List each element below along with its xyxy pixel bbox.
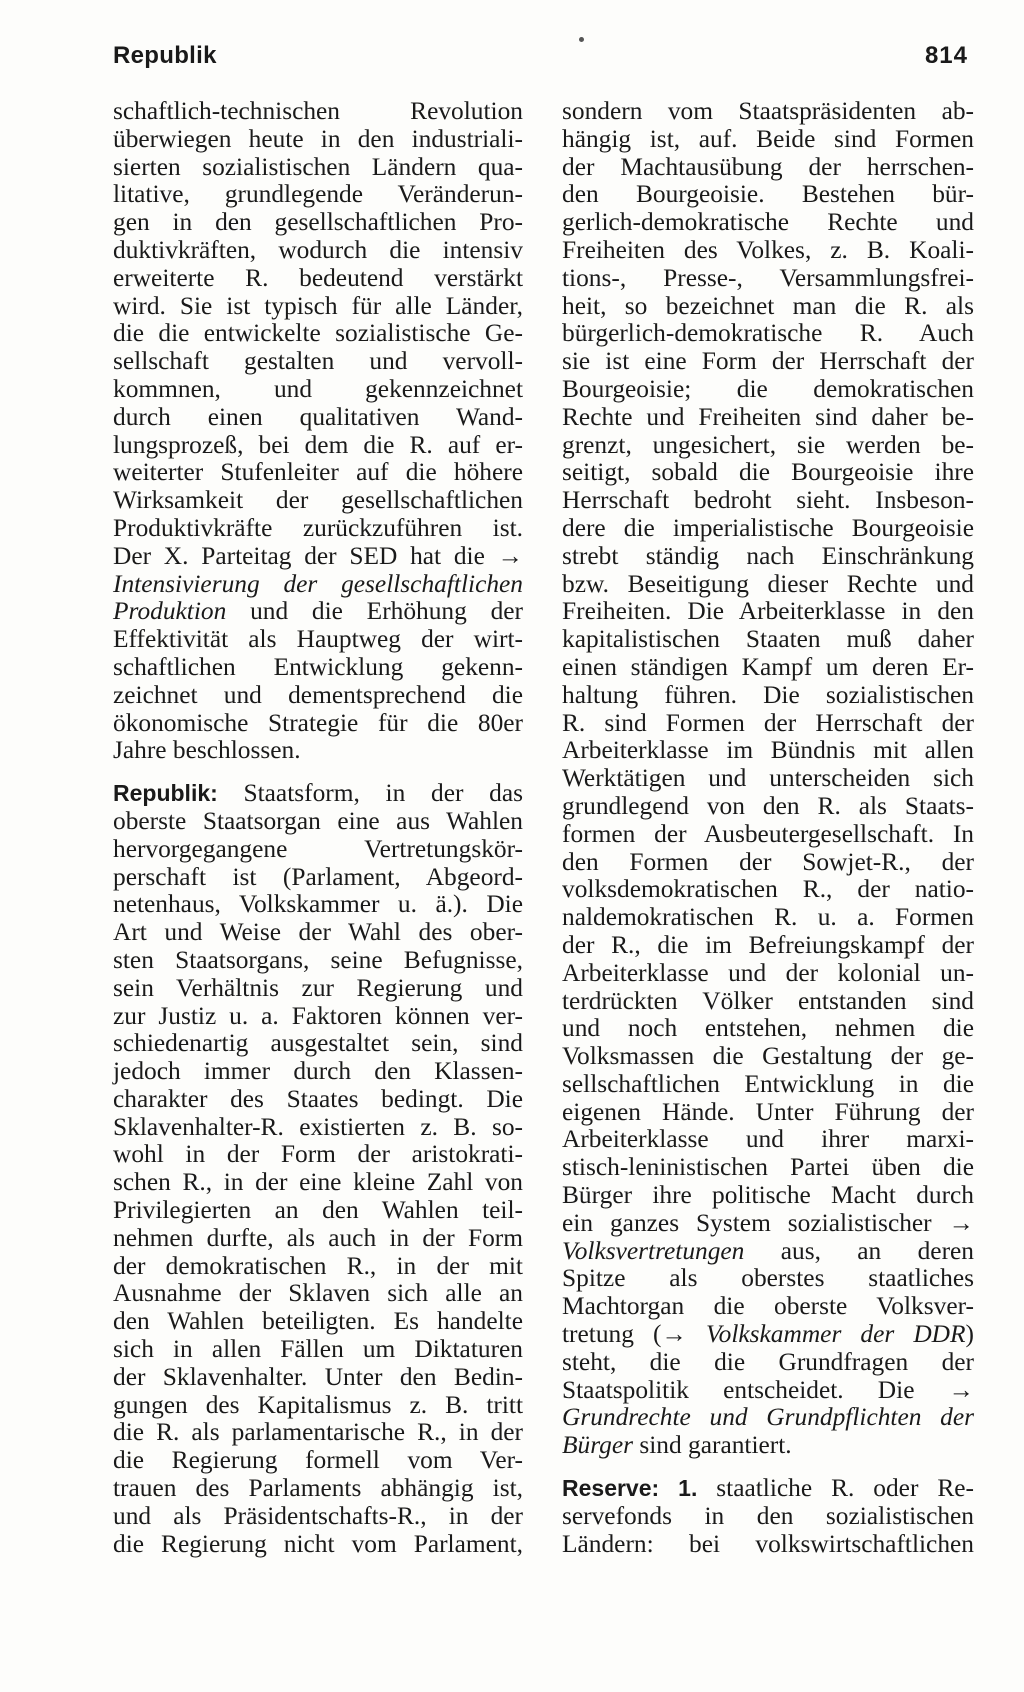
- print-speck: [579, 37, 584, 42]
- line-text: charakter des Staates bedingt. Die: [113, 1084, 523, 1113]
- line-text: terdrückten Völker entstanden sind: [562, 986, 974, 1015]
- text-line: [562, 1404, 974, 1432]
- text-line: [562, 487, 974, 515]
- text-line: [562, 682, 974, 710]
- line-text: sind garantiert.: [633, 1431, 792, 1460]
- line-text: Effektivität als Hauptweg der wirt-: [113, 625, 523, 654]
- text-line: [562, 1071, 974, 1099]
- text-line: [113, 1447, 523, 1475]
- text-line: [562, 1015, 974, 1043]
- text-line: [113, 1392, 523, 1420]
- entry-lemma: Reserve: 1.: [562, 1475, 698, 1502]
- text-line: [113, 376, 523, 404]
- text-line: [562, 209, 974, 237]
- line-text: Der X. Parteitag der SED hat die →: [113, 541, 523, 570]
- line-text: ökonomische Strategie für die 80er: [113, 708, 523, 737]
- line-text: perschaft ist (Parlament, Abgeord-: [113, 862, 523, 891]
- line-text: überwiegen heute in den industriali-: [113, 124, 523, 153]
- line-text: und noch entstehen, nehmen die: [562, 1014, 974, 1043]
- text-line: [113, 98, 523, 126]
- text-line: [113, 626, 523, 654]
- line-text: Wirksamkeit der gesellschaftlichen: [113, 486, 523, 515]
- line-text: trauen des Parlaments abhängig ist,: [113, 1474, 523, 1503]
- text-line: [562, 654, 974, 682]
- text-line: [113, 1114, 523, 1142]
- line-text: bzw. Beseitigung dieser Rechte und: [562, 569, 974, 598]
- text-line: [562, 710, 974, 738]
- line-text: erweiterte R. bedeutend verstärkt: [113, 263, 523, 292]
- line-text: den Bourgeoisie. Bestehen bür-: [562, 180, 974, 209]
- text-line: [562, 181, 974, 209]
- text-line: [113, 1058, 523, 1086]
- line-text: servefonds in den sozialistischen: [562, 1501, 974, 1530]
- line-text: duktivkräften, wodurch die intensiv: [113, 235, 523, 264]
- text-line: [113, 808, 523, 836]
- text-line: [113, 1169, 523, 1197]
- text-line: [113, 780, 523, 808]
- text-line: [113, 1503, 523, 1531]
- text-line: [562, 1043, 974, 1071]
- text-line: [562, 821, 974, 849]
- line-text: tretung (→: [562, 1320, 706, 1349]
- cross-reference: Bürger: [562, 1431, 633, 1460]
- line-text: sierten sozialistischen Ländern qua-: [113, 152, 523, 181]
- text-line: [113, 237, 523, 265]
- line-text: lungsprozeß, bei dem die R. auf er-: [113, 430, 523, 459]
- line-text: den Formen der Sowjet-R., der: [562, 847, 974, 876]
- text-line: [562, 765, 974, 793]
- text-line: [113, 320, 523, 348]
- line-text: stisch-leninistischen Partei üben die: [562, 1153, 974, 1182]
- text-line: [562, 1321, 974, 1349]
- text-line: [113, 1419, 523, 1447]
- text-line: [113, 919, 523, 947]
- line-text: Sklavenhalter-R. existierten z. B. so-: [113, 1112, 523, 1141]
- text-line: [562, 988, 974, 1016]
- cross-reference: Grundrechte und Grundpflichten der: [562, 1403, 974, 1432]
- line-text: formen der Ausbeutergesellschaft. In: [562, 819, 974, 848]
- text-line: [113, 1531, 523, 1559]
- cross-reference: Produktion: [113, 597, 227, 626]
- line-text: Arbeiterklasse und ihrer marxi-: [562, 1125, 974, 1154]
- line-text: seitigt, sobald die Bourgeoisie ihre: [562, 458, 974, 487]
- line-text: der R., die im Befreiungskampf der: [562, 930, 974, 959]
- text-line: [562, 265, 974, 293]
- line-text: Art und Weise der Wahl des ober-: [113, 918, 523, 947]
- page-number: 814: [924, 42, 968, 69]
- text-line: [113, 1086, 523, 1114]
- line-text: gungen des Kapitalismus z. B. tritt: [113, 1390, 523, 1419]
- text-line: [562, 1099, 974, 1127]
- line-text: weiterter Stufenleiter auf die höhere: [113, 458, 523, 487]
- line-text: nehmen durfte, als auch in der Form: [113, 1223, 523, 1252]
- line-text: der Machtausübung der herrschen-: [562, 152, 974, 181]
- line-text: schaftlichen Entwicklung gekenn-: [113, 652, 523, 681]
- text-line: [562, 932, 974, 960]
- line-text: Rechte und Freiheiten sind daher be-: [562, 402, 974, 431]
- text-line: [113, 543, 523, 571]
- line-text: sellschaft gestalten und vervoll-: [113, 347, 523, 376]
- text-line: [562, 348, 974, 376]
- text-line: [562, 237, 974, 265]
- text-line: [562, 1265, 974, 1293]
- text-line: [113, 432, 523, 460]
- line-text: jedoch immer durch den Klassen-: [113, 1057, 523, 1086]
- entry-lemma: Republik:: [113, 780, 218, 807]
- line-text: die Regierung nicht vom Parlament,: [113, 1529, 523, 1558]
- text-line: [113, 1253, 523, 1281]
- text-line: [113, 404, 523, 432]
- text-line: [113, 1336, 523, 1364]
- line-text: und die Erhöhung der: [226, 597, 523, 626]
- text-line: [113, 1280, 523, 1308]
- text-line: [113, 154, 523, 182]
- line-text: Freiheiten des Volkes, z. B. Koali-: [562, 235, 974, 264]
- line-text: dere die imperialistische Bourgeoisie: [562, 513, 974, 542]
- cross-reference: Intensivierung der gesellschaftlichen: [113, 569, 523, 598]
- line-text: tions-, Presse-, Versammlungsfrei-: [562, 263, 974, 292]
- text-line: [562, 432, 974, 460]
- running-head-term: Republik: [113, 42, 217, 69]
- text-line: [113, 181, 523, 209]
- text-line: [113, 1225, 523, 1253]
- text-line: [113, 710, 523, 738]
- text-line: [113, 459, 523, 487]
- text-line: [562, 1475, 974, 1503]
- line-text: die Regierung formell vom Ver-: [113, 1446, 523, 1475]
- text-line: [562, 1238, 974, 1266]
- line-text: Jahre beschlossen.: [113, 736, 301, 765]
- text-line: [113, 1003, 523, 1031]
- text-line: [562, 1349, 974, 1377]
- line-text: grundlegend von den R. als Staats-: [562, 791, 974, 820]
- text-line: [113, 947, 523, 975]
- line-text: Produktivkräfte zurückzuführen ist.: [113, 513, 523, 542]
- text-line: [113, 348, 523, 376]
- text-line: [562, 1432, 974, 1460]
- line-text: Staatspolitik entscheidet. Die →: [562, 1375, 974, 1404]
- line-text: heit, so bezeichnet man die R. als: [562, 291, 974, 320]
- text-line: [562, 1377, 974, 1405]
- line-text: Spitze als oberstes staatliches: [562, 1264, 974, 1293]
- line-text: litative, grundlegende Veränderun-: [113, 180, 523, 209]
- line-text: den Wahlen beteiligten. Es handelte: [113, 1307, 523, 1336]
- line-text: steht, die die Grundfragen der: [562, 1347, 974, 1376]
- text-line: [562, 904, 974, 932]
- text-line: [562, 376, 974, 404]
- line-text: die die entwickelte sozialistische Ge-: [113, 319, 523, 348]
- line-text: strebt ständig nach Einschränkung: [562, 541, 974, 570]
- line-text: wohl in der Form der aristokrati-: [113, 1140, 523, 1169]
- text-line: [562, 98, 974, 126]
- line-text: zur Justiz u. a. Faktoren können ver-: [113, 1001, 523, 1030]
- line-text: hervorgegangene Vertretungskör-: [113, 834, 523, 863]
- line-text: Bourgeoisie; die demokratischen: [562, 374, 974, 403]
- cross-reference: Volksvertretungen: [562, 1236, 745, 1265]
- text-line: [562, 126, 974, 154]
- text-line: [113, 598, 523, 626]
- line-text: naldemokratischen R. u. a. Formen: [562, 903, 974, 932]
- text-line: [562, 1531, 974, 1559]
- cross-reference: Volkskammer der DDR: [705, 1320, 966, 1349]
- text-line: [113, 864, 523, 892]
- line-text: der demokratischen R., in der mit: [113, 1251, 523, 1280]
- line-text: ein ganzes System sozialistischer →: [562, 1208, 974, 1237]
- left-column: [113, 98, 523, 1558]
- text-line: [562, 1182, 974, 1210]
- line-text: Staatsform, in der das: [217, 779, 523, 808]
- line-text: Ländern: bei volkswirtschaftlichen: [562, 1529, 974, 1558]
- text-line: [113, 126, 523, 154]
- line-text: und als Präsidentschafts-R., in der: [113, 1501, 523, 1530]
- line-text: wird. Sie ist typisch für alle Länder,: [113, 291, 523, 320]
- text-line: [562, 849, 974, 877]
- line-text: ): [965, 1320, 974, 1349]
- text-line: [562, 1210, 974, 1238]
- line-text: der Sklavenhalter. Unter den Bedin-: [113, 1362, 523, 1391]
- text-line: [562, 737, 974, 765]
- line-text: schaftlich-technischen Revolution: [113, 97, 523, 125]
- entry-gap: [562, 1460, 974, 1475]
- text-line: [113, 737, 523, 765]
- text-line: [113, 1141, 523, 1169]
- text-line: [562, 404, 974, 432]
- text-line: [562, 626, 974, 654]
- line-text: Bürger ihre politische Macht durch: [562, 1181, 974, 1210]
- line-text: schiedenartig ausgestaltet sein, sind: [113, 1029, 523, 1058]
- text-line: [562, 1154, 974, 1182]
- line-text: staatliche R. oder Re-: [697, 1474, 975, 1503]
- text-line: [113, 515, 523, 543]
- line-text: Herrschaft bedroht sieht. Insbeson-: [562, 486, 974, 515]
- text-line: [113, 654, 523, 682]
- line-text: gerlich-demokratische Rechte und: [562, 208, 974, 237]
- line-text: Arbeiterklasse und der kolonial un-: [562, 958, 974, 987]
- text-line: [562, 1293, 974, 1321]
- line-text: Arbeiterklasse im Bündnis mit allen: [562, 736, 974, 765]
- text-line: [562, 459, 974, 487]
- line-text: Volksmassen die Gestaltung der ge-: [562, 1042, 974, 1071]
- line-text: sein Verhältnis zur Regierung und: [113, 973, 523, 1002]
- text-line: [113, 293, 523, 321]
- text-line: [113, 1030, 523, 1058]
- text-line: [113, 265, 523, 293]
- line-text: Machtorgan die oberste Volksver-: [562, 1292, 974, 1321]
- line-text: kapitalistischen Staaten muß daher: [562, 625, 974, 654]
- text-line: [562, 154, 974, 182]
- text-line: [113, 209, 523, 237]
- text-line: [113, 1308, 523, 1336]
- line-text: Freiheiten. Die Arbeiterklasse in den: [562, 597, 974, 626]
- line-text: sie ist eine Form der Herrschaft der: [562, 347, 974, 376]
- line-text: schen R., in der eine kleine Zahl von: [113, 1168, 523, 1197]
- entry-gap: [113, 765, 523, 780]
- text-line: [113, 891, 523, 919]
- line-text: netenhaus, Volkskammer u. ä.). Die: [113, 890, 523, 919]
- line-text: sondern vom Staatspräsidenten ab-: [562, 97, 974, 125]
- text-line: [562, 793, 974, 821]
- text-line: [562, 1126, 974, 1154]
- line-text: Ausnahme der Sklaven sich alle an: [113, 1279, 523, 1308]
- text-line: [113, 836, 523, 864]
- text-line: [113, 1197, 523, 1225]
- line-text: Privilegierten an den Wahlen teil-: [113, 1196, 523, 1225]
- text-line: [113, 975, 523, 1003]
- text-line: [562, 293, 974, 321]
- text-line: [113, 571, 523, 599]
- line-text: oberste Staatsorgan eine aus Wahlen: [113, 806, 523, 835]
- text-line: [562, 571, 974, 599]
- line-text: zeichnet und dementsprechend die: [113, 680, 523, 709]
- line-text: grenzt, ungesichert, sie werden be-: [562, 430, 974, 459]
- line-text: gen in den gesellschaftlichen Pro-: [113, 208, 523, 237]
- line-text: sten Staatsorgans, seine Befugnisse,: [113, 945, 523, 974]
- text-line: [562, 960, 974, 988]
- text-line: [562, 1503, 974, 1531]
- line-text: R. sind Formen der Herrschaft der: [562, 708, 974, 737]
- text-line: [562, 543, 974, 571]
- line-text: Werktätigen und unterscheiden sich: [562, 764, 974, 793]
- text-line: [562, 876, 974, 904]
- line-text: eigenen Hände. Unter Führung der: [562, 1097, 974, 1126]
- line-text: durch einen qualitativen Wand-: [113, 402, 523, 431]
- line-text: einen ständigen Kampf um deren Er-: [562, 652, 974, 681]
- text-line: [562, 515, 974, 543]
- line-text: aus, an deren: [744, 1236, 974, 1265]
- line-text: sellschaftlichen Entwicklung in die: [562, 1069, 974, 1098]
- line-text: haltung führen. Die sozialistischen: [562, 680, 974, 709]
- line-text: bürgerlich-demokratische R. Auch: [562, 319, 974, 348]
- right-column: [562, 98, 974, 1558]
- line-text: volksdemokratischen R., der natio-: [562, 875, 974, 904]
- line-text: hängig ist, auf. Beide sind Formen: [562, 124, 974, 153]
- text-line: [113, 487, 523, 515]
- text-line: [113, 1364, 523, 1392]
- line-text: kommnen, und gekennzeichnet: [113, 374, 523, 403]
- text-line: [113, 1475, 523, 1503]
- line-text: sich in allen Fällen um Diktaturen: [113, 1335, 523, 1364]
- text-line: [562, 320, 974, 348]
- line-text: die R. als parlamentarische R., in der: [113, 1418, 523, 1447]
- text-line: [562, 598, 974, 626]
- text-line: [113, 682, 523, 710]
